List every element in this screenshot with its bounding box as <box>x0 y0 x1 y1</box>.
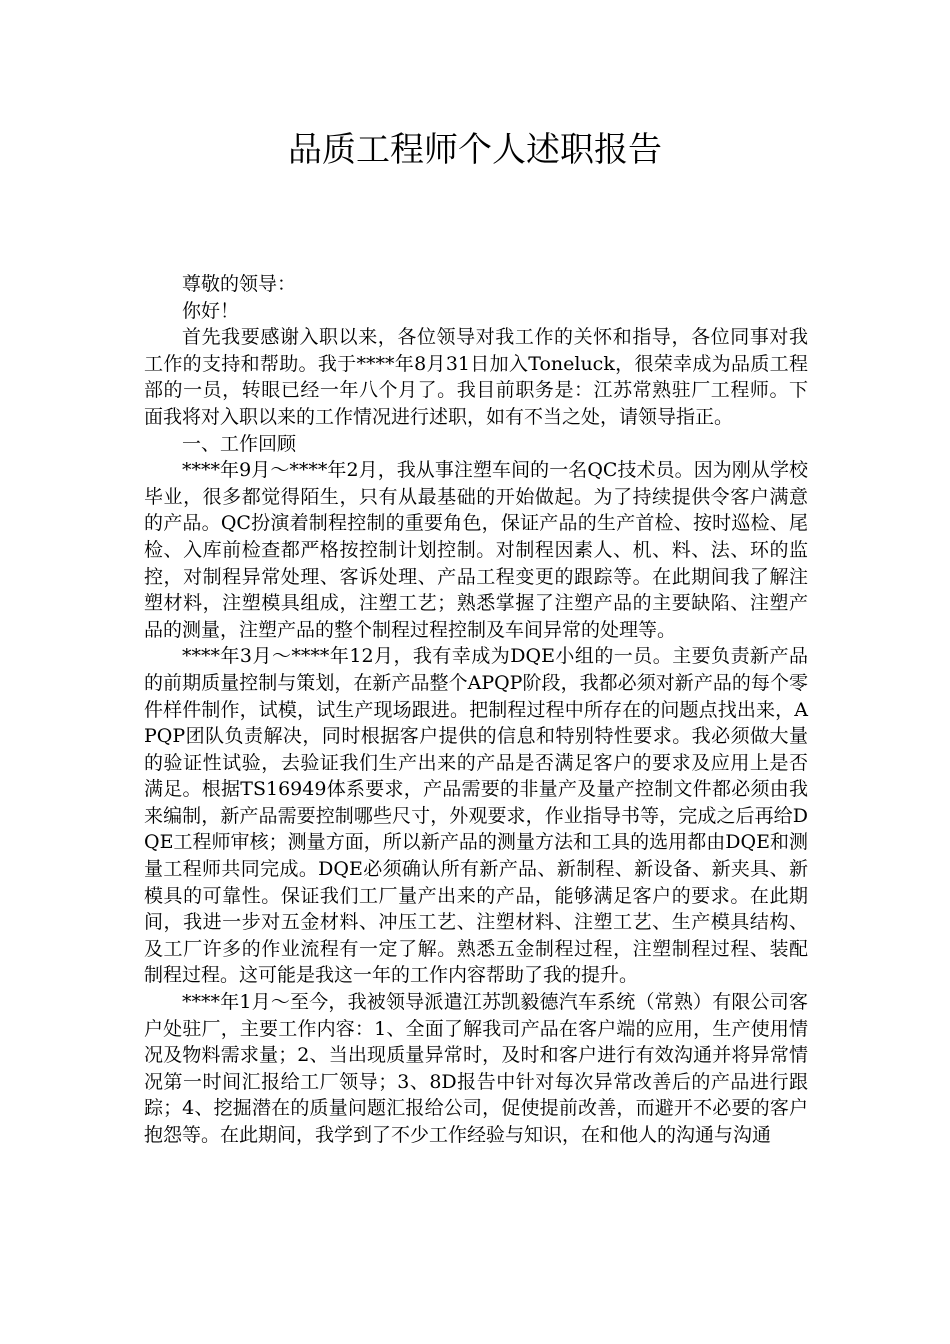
greeting: 你好！ <box>182 299 240 322</box>
paragraph-dqe-team: ****年3月～****年12月，我有幸成为DQE小组的一员。主要负责新产品的前期质量控制与策划，在新产品整个APQP阶段，我都必须对新产品的每个零件样件制作，试模，试生产现场跟进。把制程过程中所存在的问题点找出来，APQP团队负责解决，同时根据客户提供的信息和特别特性要求。我必须做大量的验证性试验，去验证我们生产出来的产品是否满足客户的要求及应用上是否满足。根据TS16949体系要求，产品需要的非量产及量产控制文件都必须由我来编制，新产品需要控制哪些尺寸，外观要求，作业指导书等，完成之后再给DQE工程师审核；测量方面，所以新产品的测量方法和工具的选用都由DQE和测量工程师共同完成。DQE必须确认所有新产品、新制程、新设备、新夹具、新模具的可靠性。保证我们工厂量产出来的产品，能够满足客户的要求。在此期间，我进一步对五金材料、冲压工艺、注塑材料、注塑工艺、生产模具结构、及工厂许多的作业流程有一定了解。熟悉五金制程过程，注塑制程过程、装配制程过程。这可能是我这一年的工作内容帮助了我的提升。 <box>144 645 808 987</box>
intro-paragraph: 首先我要感谢入职以来，各位领导对我工作的关怀和指导，各位同事对我工作的支持和帮助。我于****年8月31日加入Toneluck，很荣幸成为品质工程部的一员，转眼已经一年八个月了。我目前职务是：江苏常熟驻厂工程师。下面我将对入职以来的工作情况进行述职，如有不当之处，请领导指正。 <box>144 326 808 428</box>
document-body <box>144 271 808 1149</box>
paragraph-qc-technician: ****年9月～****年2月，我从事注塑车间的一名QC技术员。因为刚从学校毕业，很多都觉得陌生，只有从最基础的开始做起。为了持续提供令客户满意的产品。QC扮演着制程控制的重要角色，保证产品的生产首检、按时巡检、尾检、入库前检查都严格按控制计划控制。对制程因素人、机、料、法、环的监控，对制程异常处理、客诉处理、产品工程变更的跟踪等。在此期间我了解注塑材料，注塑模具组成，注塑工艺；熟悉掌握了注塑产品的主要缺陷、注塑产品的测量，注塑产品的整个制程过程控制及车间异常的处理等。 <box>144 459 808 641</box>
salutation: 尊敬的领导： <box>182 273 297 295</box>
paragraph-resident-engineer: ****年1月～至今，我被领导派遣江苏凯毅德汽车系统（常熟）有限公司客户处驻厂，主要工作内容：1、全面了解我司产品在客户端的应用，生产使用情况及物料需求量；2、当出现质量异常时，及时和客户进行有效沟通并将异常情况第一时间汇报给工厂领导；3、8D报告中针对每次异常改善后的产品进行跟踪；4、挖掘潜在的质量问题汇报给公司，促使提前改善，而避开不必要的客户抱怨等。在此期间，我学到了不少工作经验与知识，在和他人的沟通与沟通 <box>144 991 808 1146</box>
section-heading-work-review: 一、工作回顾 <box>182 432 297 455</box>
document-title: 品质工程师个人述职报告 <box>288 130 662 170</box>
